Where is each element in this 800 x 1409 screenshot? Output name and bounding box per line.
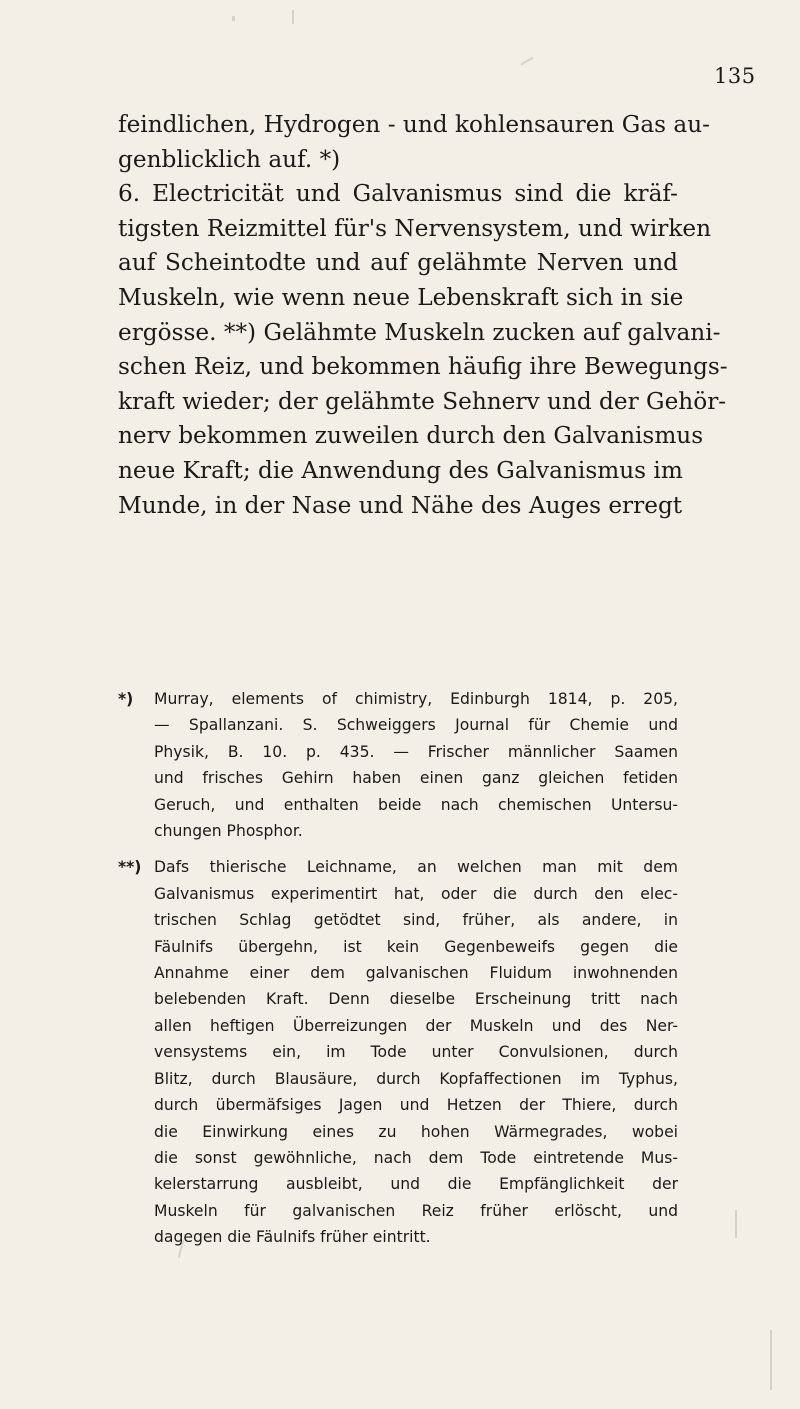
paper-speck xyxy=(735,1210,737,1238)
main-line: Munde, in der Nase und Nähe des Auges erregt xyxy=(118,491,683,519)
footnote-line: Murray, elements of chimistry, Edinburgh 1814, p. 205, xyxy=(154,690,678,708)
paper-speck xyxy=(232,16,235,21)
footnote-line: dagegen die Fäulnifs früher eintritt. xyxy=(154,1228,431,1247)
main-line: nerv bekommen zuweilen durch den Galvanismus xyxy=(118,422,704,450)
footnote-line: Dafs thierische Leichname, an welchen man mit dem xyxy=(154,858,678,877)
footnote-line: vensystems ein, im Tode unter Convulsionen, durch xyxy=(154,1043,678,1062)
footnote-line: kelerstarrung ausbleibt, und die Empfänglichkeit der xyxy=(154,1175,678,1194)
main-text xyxy=(118,108,728,523)
footnote-line: Geruch, und enthalten beide nach chemischen Untersu- xyxy=(154,795,678,814)
footnote-line: Annahme einer dem galvanischen Fluidum inwohnenden xyxy=(154,964,678,983)
main-line: genblicklich auf. *) xyxy=(118,145,341,173)
main-line: feindlichen, Hydrogen - und kohlensauren Gas au- xyxy=(118,111,711,138)
footnote-line: und frisches Gehirn haben einen ganz gleichen fetiden xyxy=(154,769,678,788)
paper-speck xyxy=(292,10,294,24)
main-line: schen Reiz, und bekommen häufig ihre Bewegungs- xyxy=(118,353,728,381)
footnotes xyxy=(118,686,678,1261)
paper-speck xyxy=(520,57,533,66)
footnote-marker: *) xyxy=(118,690,134,708)
footnote-2 xyxy=(118,854,678,1250)
footnote-line: Physik, B. 10. p. 435. — Frischer männlicher Saamen xyxy=(154,742,678,761)
main-line: kraft wieder; der gelähmte Sehnerv und der Gehör- xyxy=(118,387,727,415)
main-line: tigsten Reizmittel für's Nervensystem, und wirken xyxy=(118,214,712,242)
footnote-line: trischen Schlag getödtet sind, früher, als andere, in xyxy=(154,911,678,930)
footnote-line: Fäulnifs übergehn, ist kein Gegenbeweifs gegen die xyxy=(154,937,678,956)
footnote-line: chungen Phosphor. xyxy=(154,822,303,841)
footnote-line: Galvanismus experimentirt hat, oder die durch den elec- xyxy=(154,884,678,903)
main-line: auf Scheintodte und auf gelähmte Nerven und xyxy=(118,249,678,277)
footnote-line: belebenden Kraft. Denn dieselbe Erscheinung tritt nach xyxy=(154,990,678,1009)
paper-speck xyxy=(770,1330,772,1390)
main-line: Muskeln, wie wenn neue Lebenskraft sich in sie xyxy=(118,283,684,311)
footnote-line: Muskeln für galvanischen Reiz früher erlöscht, und xyxy=(154,1201,678,1220)
page-number: 135 xyxy=(714,64,756,88)
footnote-line: allen heftigen Überreizungen der Muskeln und des Ner- xyxy=(154,1016,678,1035)
footnote-1 xyxy=(118,686,678,844)
footnote-line: durch übermäfsiges Jagen und Hetzen der Thiere, durch xyxy=(154,1096,678,1115)
main-line: neue Kraft; die Anwendung des Galvanismus im xyxy=(118,456,683,484)
main-line: ergösse. **) Gelähmte Muskeln zucken auf galvani- xyxy=(118,318,721,346)
footnote-line: die sonst gewöhnliche, nach dem Tode eintretende Mus- xyxy=(154,1148,678,1167)
footnote-marker: **) xyxy=(118,858,142,877)
footnote-line: die Einwirkung eines zu hohen Wärmegrades, wobei xyxy=(154,1122,678,1141)
footnote-line: Blitz, durch Blausäure, durch Kopfaffectionen im Typhus, xyxy=(154,1069,678,1088)
main-line: 6. Electricität und Galvanismus sind die kräf- xyxy=(118,180,678,208)
footnote-line: — Spallanzani. S. Schweiggers Journal für Chemie und xyxy=(154,716,678,735)
